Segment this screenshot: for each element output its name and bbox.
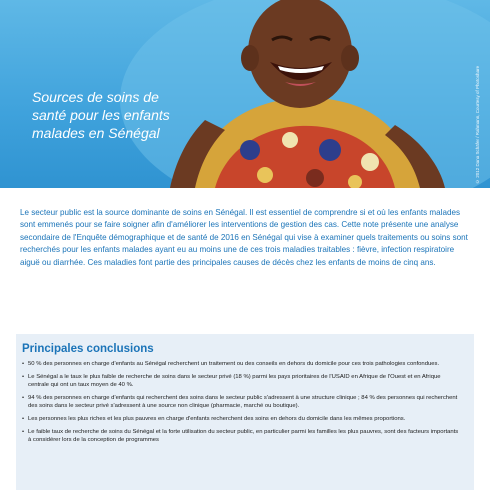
conclusion-item: • Les personnes les plus riches et les plus pauvres en charge d'enfants recherchent des soins en dehors du domicile dans les mêmes proportions. — [22, 415, 462, 424]
hero-title: Sources de soins de santé pour les enfants malades en Sénégal — [32, 89, 170, 141]
conclusion-item: • Le faible taux de recherche de soins du Sénégal et la forte utilisation du secteur public, en particulier parmi les familles les plus pauvres, sont des facteurs importants à considérer lors de la conception de programmes — [22, 428, 462, 445]
conclusion-item: • 94 % des personnes en charge d'enfants qui recherchent des soins dans le secteur public s'adressent à une structure clinique ; 84 % des personnes qui recherchent des soins dans le secteur privé s'adressent à une source non clinique (pharmacie, marché ou boutique). — [22, 394, 462, 411]
conclusions-list — [22, 360, 462, 449]
hero-banner — [0, 0, 490, 188]
conclusions-title: Principales conclusions — [22, 343, 154, 355]
conclusion-item: • Le Sénégal a le taux le plus faible de recherche de soins dans le secteur privé (18 %) parmi les pays prioritaires de l'USAID en Afrique de l'Ouest et en Afrique centrale qui ont un taux moyen de 40 %. — [22, 373, 462, 390]
conclusion-item: • 50 % des personnes en charge d'enfants au Sénégal recherchent un traitement ou des conseils en dehors du domicile pour ces trois pathologies confondues. — [22, 360, 462, 369]
intro-paragraph: Le secteur public est la source dominante de soins en Sénégal. Il est essentiel de comprendre si et où les enfants malades sont emmenés pour se faire soigner afin d'améliorer les interventions de gestion des cas. Cette note présente une analyse secondaire de l'Enquête démographique et de santé de 2016 en Sénégal qui vise à examiner quels traitements ou soins sont recherchés pour les enfants malades ayant eu au moins une de ces trois maladies traitables : fièvre, infection respiratoire aiguë ou diarrhée. Ces maladies font partie des principales causes de décès chez les enfants de moins de cinq ans. — [20, 208, 468, 267]
photo-credit: © 2012 Dana Schäfer / Rahmann, Courtesy of Photoshare — [475, 65, 480, 184]
